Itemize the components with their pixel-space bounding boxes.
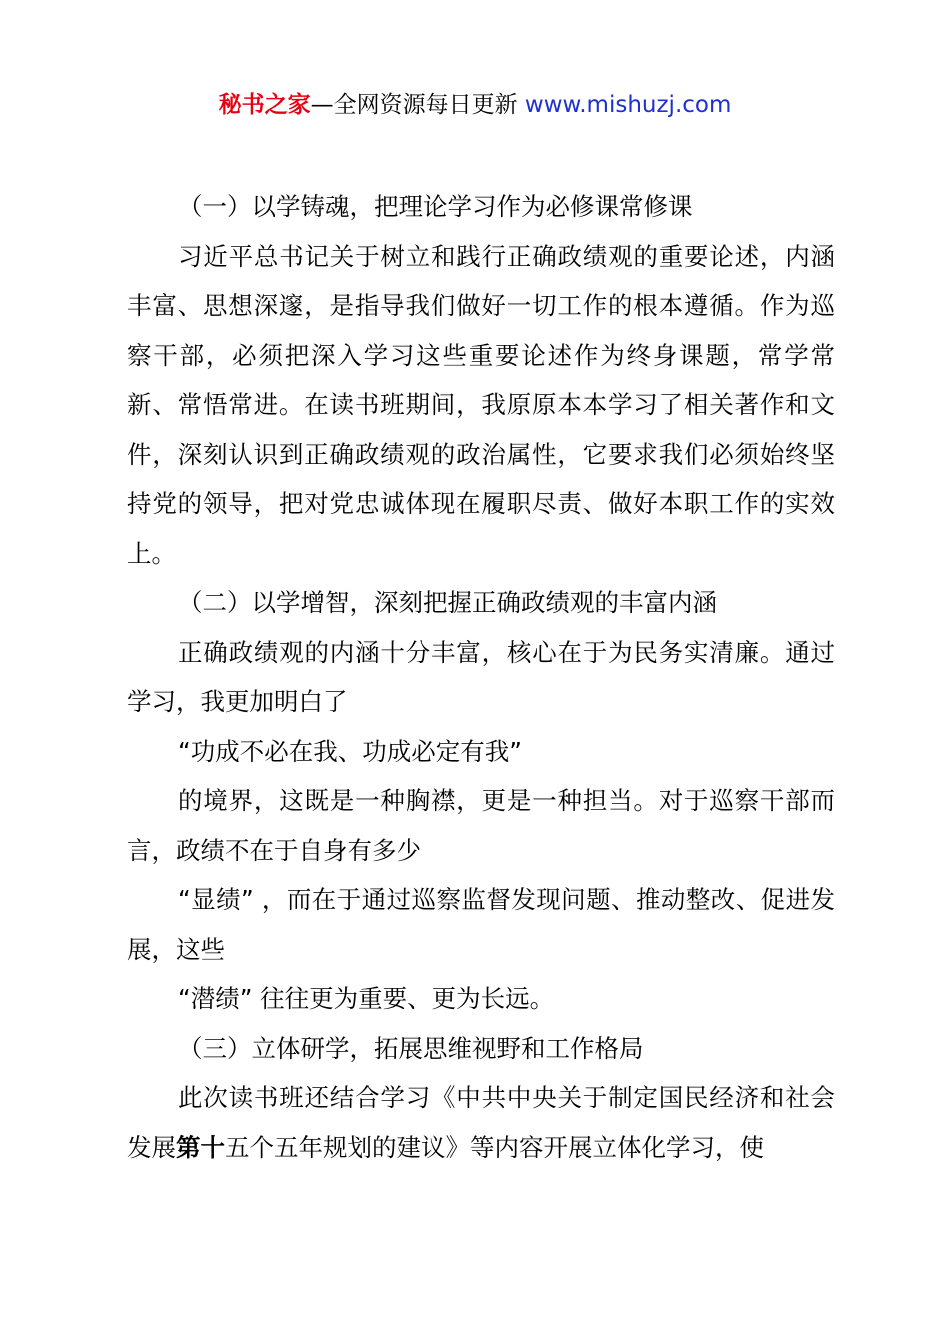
paragraph-1: 习近平总书记关于树立和践行正确政绩观的重要论述，内涵丰富、思想深邃，是指导我们做好一切工作的根本遵循。作为巡察干部，必须把深入学习这些重要论述作为终身课题，常学常新、常悟常进。在读书班期间，我原原本本学习了相关著作和文件，深刻认识到正确政绩观的政治属性，它要求我们必须始终坚持党的领导，把对党忠诚体现在履职尽责、做好本职工作的实效上。 [127, 241, 835, 568]
paragraph-2: 正确政绩观的内涵十分丰富，核心在于为民务实清廉。通过学习，我更加明白了 [127, 637, 835, 716]
section-heading-2: （二）以学增智，深刻把握正确政绩观的丰富内涵 [178, 588, 717, 617]
paragraph-7 [127, 1073, 835, 1172]
site-header [0, 88, 950, 122]
paragraph-4: 的境界，这既是一种胸襟，更是一种担当。对于巡察干部而言，政绩不在于自身有多少 [127, 786, 835, 865]
paragraph-6: “潜绩” 往往更为重要、更为长远。 [178, 984, 555, 1013]
section-heading-1: （一）以学铸魂，把理论学习作为必修课常修课 [178, 192, 693, 221]
document-body [127, 182, 835, 1172]
section-heading-3: （三）立体研学，拓展思维视野和工作格局 [178, 1033, 644, 1063]
paragraph-7-bold-text: 第十 [176, 1132, 225, 1162]
site-brand: 秘书之家 [218, 92, 311, 118]
site-url-link[interactable]: www.mishuzj.com [524, 92, 732, 118]
paragraph-3: “功成不必在我、功成必定有我” [178, 736, 522, 766]
paragraph-5: “显绩” ，而在于通过巡察监督发现问题、推动整改、促进发展，这些 [127, 885, 835, 964]
paragraph-7-part-a: 此次读书班还结合学习《中共中央关于制定国民经济和社会发展 [127, 1083, 835, 1162]
paragraph-7-part-b: 五个五年规划的建议》等内容开展立体化学习，使 [225, 1132, 764, 1162]
site-tagline: —全网资源每日更新 [310, 92, 525, 118]
